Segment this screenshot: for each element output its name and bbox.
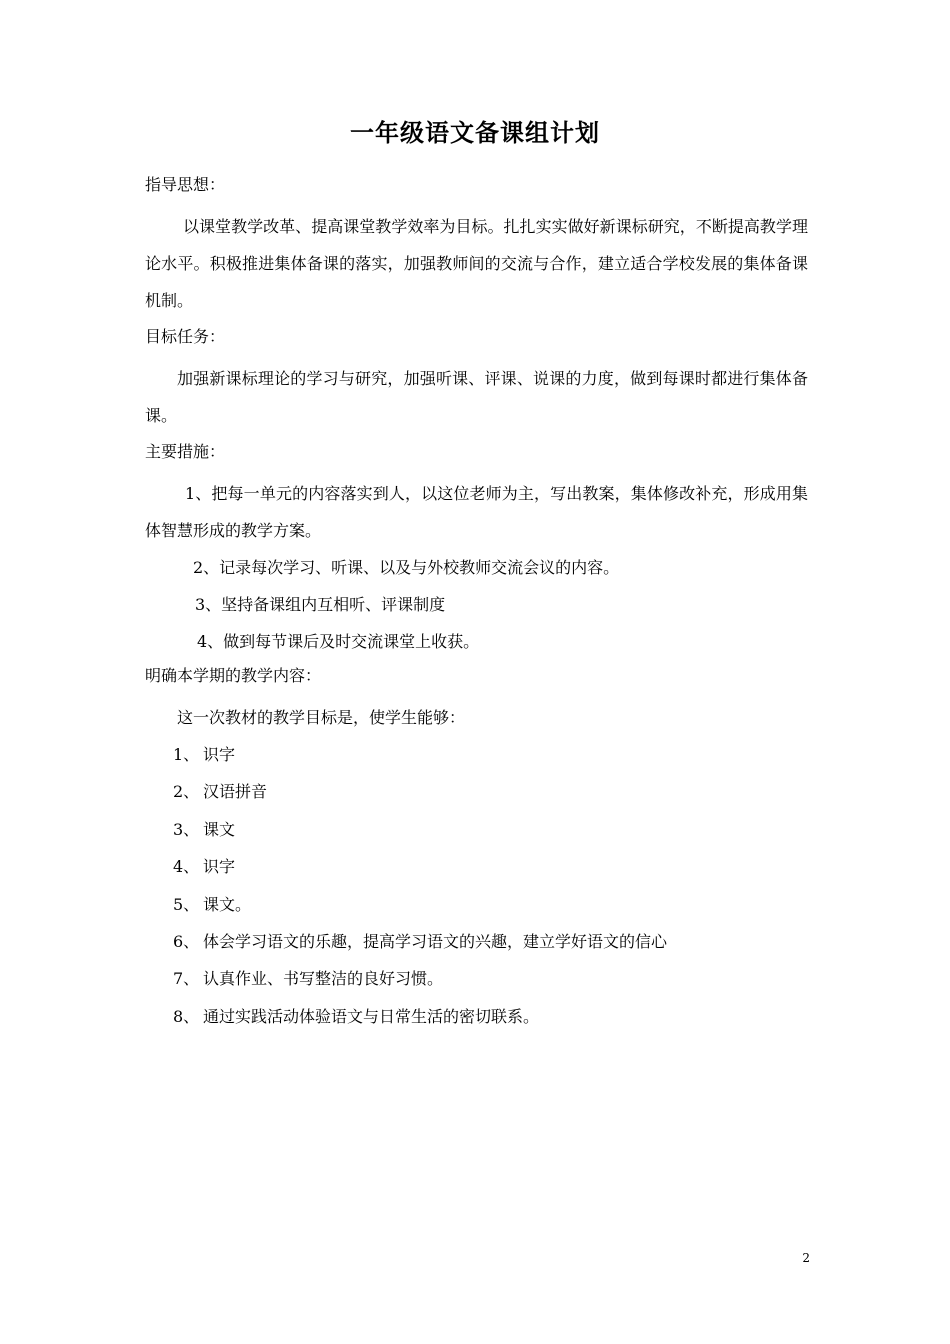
list-item xyxy=(145,773,808,810)
goal-text: 体会学习语文的乐趣，提高学习语文的兴趣，建立学好语文的信心 xyxy=(203,932,668,952)
goal-text: 认真作业、书写整洁的良好习惯。 xyxy=(203,969,444,989)
list-item xyxy=(145,848,808,885)
goal-text: 识字 xyxy=(203,857,236,877)
measures-heading: 主要措施： xyxy=(145,442,226,461)
goal-number: 3、 xyxy=(173,819,200,839)
guiding-thought-heading: 指导思想： xyxy=(145,175,226,194)
goal-list xyxy=(145,736,808,1035)
goal-text: 汉语拼音 xyxy=(203,782,268,802)
content-intro: 这一次教材的教学目标是，使学生能够： xyxy=(177,708,466,727)
list-item xyxy=(145,811,808,848)
goal-number: 1、 xyxy=(173,745,200,764)
objectives-heading: 目标任务： xyxy=(145,327,226,346)
goal-number: 6、 xyxy=(173,932,200,952)
guiding-thought-paragraph: 以课堂教学改革、提高课堂教学效率为目标。扎扎实实做好新课标研究，不断提高教学理论水平。积极推进集体备课的落实，加强教师间的交流与合作，建立适合学校发展的集体备课机制。 xyxy=(145,217,808,310)
list-item xyxy=(145,886,808,923)
goal-number: 7、 xyxy=(173,969,200,989)
objectives-paragraph: 加强新课标理论的学习与研究，加强听课、评课、说课的力度，做到每课时都进行集体备课。 xyxy=(145,369,808,425)
goal-text: 课文 xyxy=(203,819,236,839)
document-body xyxy=(145,171,808,1035)
list-item xyxy=(145,960,808,997)
list-item xyxy=(145,923,808,960)
page-number: 2 xyxy=(802,1251,810,1265)
page-title: 一年级语文备课组计划 xyxy=(350,119,600,147)
goal-number: 4、 xyxy=(173,857,200,877)
measure-item-1: 1、把每一单元的内容落实到人，以这位老师为主，写出教案，集体修改补充，形成用集体智慧形成的教学方案。 xyxy=(145,484,808,540)
goal-text: 识字 xyxy=(203,745,236,764)
measure-item-3: 3、坚持备课组内互相听、评课制度 xyxy=(195,595,446,614)
goal-number: 5、 xyxy=(173,894,200,914)
content-heading: 明确本学期的教学内容： xyxy=(145,666,322,685)
measure-item-4: 4、做到每节课后及时交流课堂上收获。 xyxy=(197,632,480,651)
goal-number: 8、 xyxy=(173,1006,200,1026)
goal-number: 2、 xyxy=(173,782,200,802)
list-item xyxy=(145,736,808,773)
list-item xyxy=(145,998,808,1035)
goal-text: 课文。 xyxy=(203,894,252,914)
measure-item-2: 2、记录每次学习、听课、以及与外校教师交流会议的内容。 xyxy=(193,558,620,577)
goal-text: 通过实践活动体验语文与日常生活的密切联系。 xyxy=(203,1006,540,1026)
